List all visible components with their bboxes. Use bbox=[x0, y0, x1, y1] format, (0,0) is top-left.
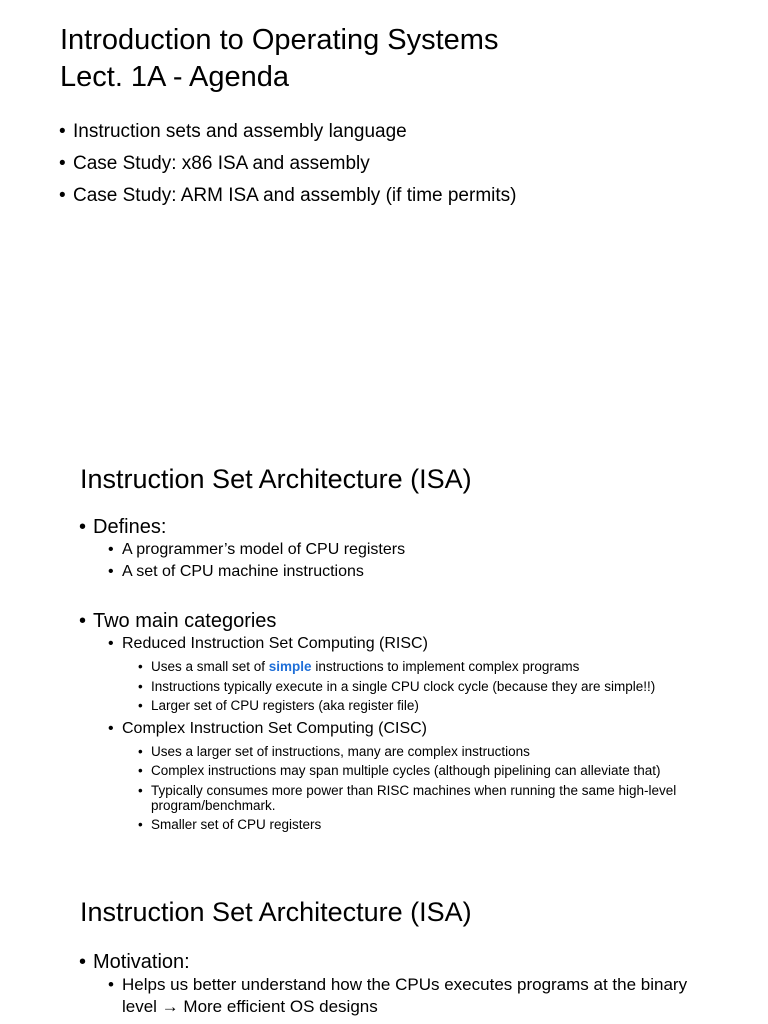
cisc-details bbox=[122, 742, 721, 835]
defines-sublist bbox=[93, 539, 721, 583]
slide-agenda bbox=[0, 0, 768, 430]
slide-isa-overview bbox=[0, 430, 768, 870]
motivation-item bbox=[93, 950, 712, 1018]
motivation-list bbox=[93, 950, 712, 1018]
slide-title: Instruction Set Architecture (ISA) bbox=[80, 897, 472, 927]
cisc-item bbox=[122, 718, 721, 835]
agenda-list bbox=[73, 116, 517, 212]
title-line-1: Introduction to Operating Systems bbox=[60, 24, 499, 56]
categories-item bbox=[93, 609, 721, 834]
defines-subitem: • A set of CPU machine instructions bbox=[122, 561, 721, 583]
cisc-detail: • Uses a larger set of instructions, many are complex instructions bbox=[151, 742, 721, 762]
risc-label: Reduced Instruction Set Computing (RISC) bbox=[122, 635, 428, 652]
slide-title bbox=[60, 22, 498, 96]
cisc-detail: • Complex instructions may span multiple cycles (although pipelining can alleviate that) bbox=[151, 761, 721, 781]
defines-label: Defines: bbox=[93, 516, 167, 538]
slide-title: Instruction Set Architecture (ISA) bbox=[80, 464, 472, 494]
agenda-item: • Instruction sets and assembly language bbox=[73, 116, 517, 148]
risc-detail-text: instructions to implement complex programs bbox=[311, 659, 580, 674]
motivation-subitem: • Helps us better understand how the CPUs executes programs at the binary level → More efficient OS designs bbox=[122, 974, 712, 1018]
isa-list bbox=[93, 515, 721, 836]
risc-detail: • Larger set of CPU registers (aka register file) bbox=[151, 696, 721, 716]
defines-item bbox=[93, 515, 721, 583]
title-line-2: Lect. 1A - Agenda bbox=[60, 61, 289, 93]
agenda-item: • Case Study: x86 ISA and assembly bbox=[73, 148, 517, 180]
agenda-item: • Case Study: ARM ISA and assembly (if time permits) bbox=[73, 180, 517, 212]
defines-subitem: • A programmer’s model of CPU registers bbox=[122, 539, 721, 561]
risc-item bbox=[122, 633, 721, 716]
risc-detail-text: Uses a small set of bbox=[151, 659, 269, 674]
risc-details bbox=[122, 657, 721, 716]
cisc-label: Complex Instruction Set Computing (CISC) bbox=[122, 719, 427, 737]
cisc-detail: • Smaller set of CPU registers bbox=[151, 815, 721, 835]
risc-detail bbox=[151, 657, 721, 677]
slide-isa-motivation bbox=[0, 870, 768, 1024]
motivation-label: Motivation: bbox=[93, 951, 190, 973]
categories-label: Two main categories bbox=[93, 610, 277, 632]
risc-detail: • Instructions typically execute in a single CPU clock cycle (because they are simple!!) bbox=[151, 677, 721, 697]
cisc-detail: • Typically consumes more power than RISC machines when running the same high-level program/benchmark. bbox=[151, 781, 721, 815]
categories-sublist bbox=[93, 633, 721, 834]
motivation-sublist bbox=[93, 974, 712, 1018]
highlight-word: simple bbox=[268, 659, 312, 674]
